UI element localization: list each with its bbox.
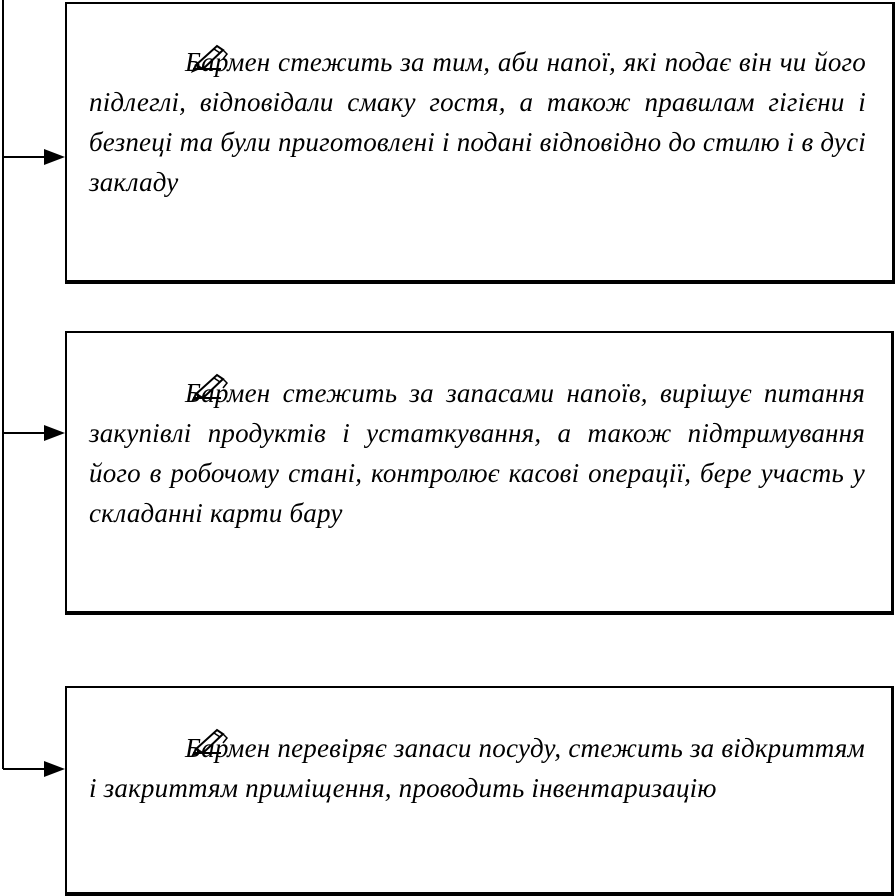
arrow-head-2 [44, 425, 65, 441]
responsibility-box-inventory [65, 686, 894, 896]
arrow-head-3 [44, 761, 65, 777]
arrow-head-1 [44, 149, 65, 165]
responsibility-text: Бармен перевіряє запаси посуду, стежить за відкриттям і закриттям приміщення, проводить інвентаризацію [89, 733, 865, 803]
responsibility-box-drinks-quality [65, 2, 895, 284]
responsibility-text: Бармен стежить за тим, аби напої, які подає він чи його підлеглі, відповідали смаку гостя, а також правилам гігієни і безпеці та були приготовлені і подані відповідно до стилю і в дусі закладу [89, 47, 866, 197]
responsibility-text: Бармен стежить за запасами напоїв, вирішує питання закупівлі продуктів і устаткування, а також підтримування його в робочому стані, контролює касові операції, бере участь у складанні карти бару [89, 378, 865, 528]
responsibility-box-supplies [65, 331, 894, 615]
